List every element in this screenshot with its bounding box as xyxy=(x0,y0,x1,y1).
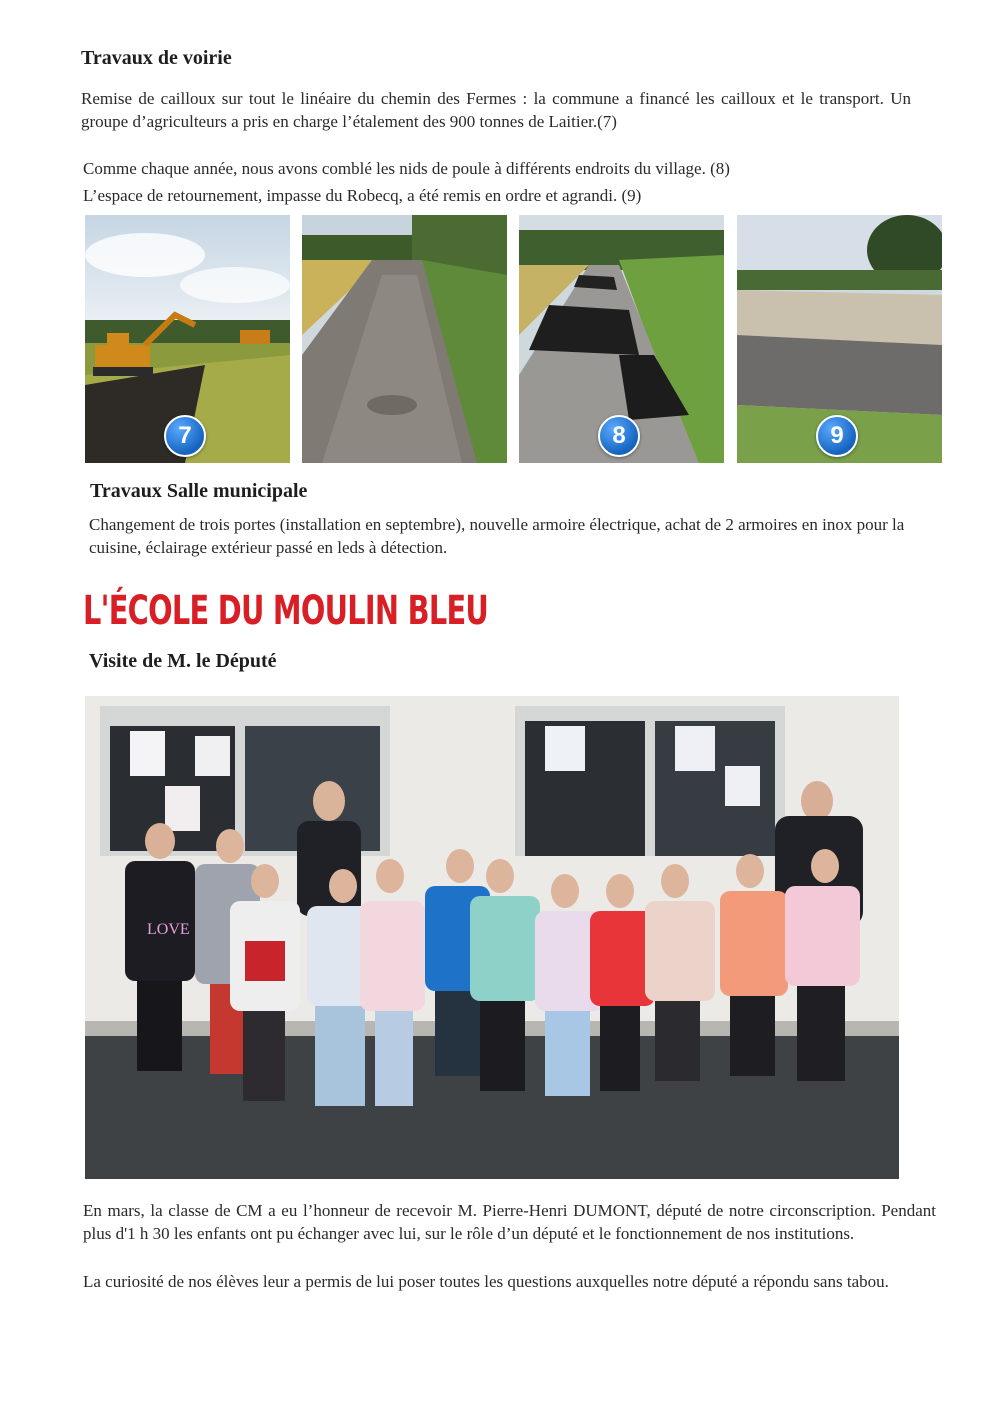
photo-gravel-path xyxy=(302,215,507,463)
school-paragraph-2: La curiosité de nos élèves leur a permis de lui poser toutes les questions auxquelles notre député a répondu sans tabou. xyxy=(83,1272,889,1291)
photo-excavator xyxy=(85,215,290,463)
photo-patched-road xyxy=(519,215,724,463)
sweatshirt-text: LOVE xyxy=(147,921,190,938)
section-subtitle-visit: Visite de M. le Député xyxy=(89,650,277,672)
voirie-paragraph-1: Remise de cailloux sur tout le linéaire du chemin des Fermes : la commune a financé les cailloux et le transport. Un groupe d’agriculteurs a pris en charge l’étalement des 900 tonnes de Laitier.(7) xyxy=(81,89,911,131)
voirie-paragraph-3: L’espace de retournement, impasse du Robecq, a été remis en ordre et agrandi. (9) xyxy=(83,186,642,205)
school-title: L'ÉCOLE DU MOULIN BLEU xyxy=(83,588,489,634)
photo-turning-area xyxy=(737,215,942,463)
badge-number-9: 9 xyxy=(816,415,858,457)
photo-class-group xyxy=(85,696,899,1179)
salle-paragraph: Changement de trois portes (installation en septembre), nouvelle armoire électrique, achat de 2 armoires en inox pour la cuisine, éclairage extérieur passé en leds à détection. xyxy=(89,515,905,557)
badge-number-8: 8 xyxy=(598,415,640,457)
badge-number-7: 7 xyxy=(164,415,206,457)
school-paragraph-1: En mars, la classe de CM a eu l’honneur de recevoir M. Pierre-Henri DUMONT, député de notre circonscription. Pendant plus d'1 h 30 les enfants ont pu échanger avec lui, sur le rôle d’un député et le fonctionnement de nos institutions. xyxy=(83,1201,936,1243)
voirie-paragraph-2: Comme chaque année, nous avons comblé les nids de poule à différents endroits du village. (8) xyxy=(83,159,730,178)
section-title-salle: Travaux Salle municipale xyxy=(90,480,308,502)
section-title-voirie: Travaux de voirie xyxy=(81,47,232,69)
